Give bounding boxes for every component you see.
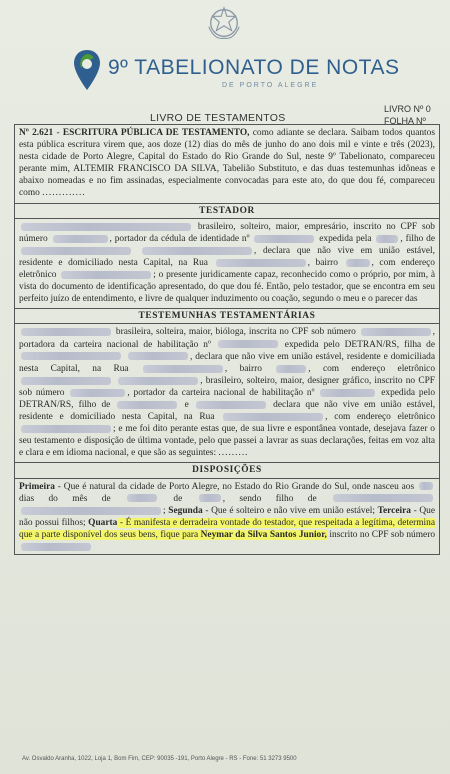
witness-text-3: expedida pelo DETRAN/RS, filha de bbox=[284, 339, 436, 350]
intro-paragraph: Nº 2.621 - ESCRITURA PÚBLICA DE TESTAMENTO, como adiante se declara. Saibam todos quantos esta pública escritura virem que, aos doze (12) dias do mês de junho do ano dois mil e vinte e três (2023), nesta cidade de Porto Alegre, Capital do Estado do Rio Grande do Sul, neste 9º Tabelionato, compareceu perante mim, ALTEMIR FRANCISCO DA SILVA, Tabelião Substituto, e das duas testemunhas idôneas e abaixo nomeadas e no fim assinadas, especialmente convocadas para este ato, do que dou fé, compareceu como ............. bbox=[19, 128, 436, 199]
testemunhas-paragraph: brasileira, solteira, maior, bióloga, inscrita no CPF sob número , portadora da carteira nacional de habilitação nº expedida pelo DETRAN/RS, filha de , declara que não vive em união estável, residente e domiciliada nesta Capital, na Rua , bairro , com endereço eletrônico , brasileiro, solteiro, maior, designer gráfico, inscrito no CPF sob número , portador da carteira nacional de habilitação nº expedida pelo DETRAN/RS, filho de e declara que não vive em união estável, residente e domiciliado nesta Capital, na Rua , com endereço eletrônico ; e me foi dito perante estas que, de sua livre e espontânea vontade, desejava fazer o seu testamento e disposição de última vontade, pelo que passei a lavrar as suas declarações, feitas em voz alta e clara e em idioma nacional, e que são as seguintes: ......... bbox=[19, 327, 436, 459]
section-testador: TESTADOR bbox=[15, 203, 439, 219]
clause-text-5: - Que é solteiro e não vive em união estável; bbox=[202, 505, 375, 516]
clause-text-2: dias do mês de bbox=[19, 493, 111, 504]
clause-text-6: - Que não possui filhos; bbox=[19, 505, 435, 528]
clause-primeira: Primeira bbox=[19, 481, 55, 492]
witness-text-1: brasileira, solteira, maior, bióloga, inscrita no CPF sob número bbox=[115, 327, 356, 338]
witness-text-7: , brasileiro, solteiro, maior, designer gráfico, inscrito no CPF sob número bbox=[19, 375, 436, 398]
testador-text-1: brasileiro, solteiro, maior, empresário, inscrito no CPF sob número bbox=[19, 221, 435, 244]
clause-text-3: de bbox=[173, 493, 183, 504]
witness-text-4: , declara que não vive em união estável, residente e domiciliada nesta Capital, na Rua bbox=[19, 351, 435, 374]
deed-number: Nº 2.621 bbox=[19, 128, 54, 138]
testador-text-4: filho de bbox=[405, 233, 436, 244]
witness-text-8: , portador da carteira nacional de habilitação nº bbox=[127, 387, 315, 398]
notary-name: 9º TABELIONATO DE NOTAS bbox=[108, 56, 400, 79]
testador-text-6: , bairro bbox=[307, 257, 338, 268]
heir-name: Neymar da Silva Santos Junior, bbox=[200, 529, 327, 540]
brazil-coat-of-arms-icon bbox=[205, 4, 243, 42]
witness-text-11: declara que não vive em união estável, residente e domiciliado nesta Capital, na Rua bbox=[19, 399, 436, 423]
testador-text-7: , com endereço eletrônico bbox=[19, 257, 435, 281]
clause-text-8: inscrito no CPF sob número bbox=[329, 529, 436, 540]
witness-text-12: , com endereço eletrônico bbox=[325, 412, 436, 423]
section-disposicoes: DISPOSIÇÕES bbox=[15, 462, 439, 478]
intro-text: como adiante se declara. Saibam todos quantos esta pública escritura virem que, aos doze (12) dias do mês de junho do ano dois mil e vinte e três (2023), nesta cidade de Porto Alegre, Capital do Estado do Rio Grande do Sul, neste 9º Tabelionato, compareceu perante mim, ALTEMIR FRANCISCO DA SILVA, Tabelião Substituto, e das duas testemunhas idôneas e abaixo nomeadas e no fim assinadas, especialmente convocadas para este ato, do que dou fé, compareceu como bbox=[19, 128, 436, 199]
map-pin-logo-icon bbox=[72, 48, 102, 92]
witness-text-5: , bairro bbox=[224, 363, 262, 374]
footer-address: Av. Osvaldo Aranha, 1022, Loja 1, Bom Fim, CEP: 90035 -191, Porto Alegre - RS - Fone: 51 3273 9500 bbox=[22, 756, 297, 762]
book-title: LIVRO DE TESTAMENTOS bbox=[150, 112, 286, 124]
testador-text-3: expedida pela bbox=[319, 233, 372, 244]
clause-text-1: - Que é natural da cidade de Porto Alegre, no Estado do Rio Grande do Sul, onde nasceu aos bbox=[54, 481, 415, 492]
testador-text-8: ; o presente juridicamente capaz, reconhecido como o próprio, por mim, à vista do documento de identificação apresentado, do que dou fé. Então, pelo testador, que se encontra em seu perfeito juízo de entendimento, e livre de qualquer induzimento ou coação, segundo o meu e o parecer das bbox=[19, 270, 435, 305]
testador-paragraph: brasileiro, solteiro, maior, empresário, inscrito no CPF sob número , portador da cédula de identidade nº expedida pela , filho de , declara que não vive em união estável, residente e domiciliado nesta Capital, na Rua , bairro , com endereço eletrônico ; o presente juridicamente capaz, reconhecido como o próprio, por mim, à vista do documento de identificação apresentado, do que dou fé. Então, pelo testador, que se encontra em seu perfeito juízo de entendimento, e livre de qualquer induzimento ou coação, segundo o meu e o parecer das bbox=[19, 221, 436, 305]
testador-text-2: , portador da cédula de identidade nº bbox=[109, 233, 250, 244]
witness-text-9: expedida pelo DETRAN/RS, filho de bbox=[19, 387, 436, 410]
clause-terceira: Terceira bbox=[377, 505, 411, 516]
notary-city: DE PORTO ALEGRE bbox=[222, 82, 319, 89]
notary-logo bbox=[72, 48, 412, 94]
testador-text-5: , declara que não vive em união estável, residente e domiciliado nesta Capital, na Rua bbox=[19, 245, 435, 268]
witness-text-6: , com endereço eletrônico bbox=[308, 363, 436, 374]
clause-text-7: - É manifesta e derradeira vontade do testador, que respeitada a legítima, determina que a parte disponível dos seus bens, fique para bbox=[19, 517, 435, 540]
clause-segunda: Segunda bbox=[168, 505, 203, 516]
section-testemunhas: TESTEMUNHAS TESTAMENTÁRIAS bbox=[15, 308, 439, 324]
disposicoes-paragraph: Primeira - Que é natural da cidade de Porto Alegre, no Estado do Rio Grande do Sul, onde nasceu aos dias do mês de de , sendo filho de ; Segunda - Que é solteiro e não vive em união estável; Terceira - Que não possui filhos; Quarta - É manifesta e derradeira vontade do testador, que respeitada a legítima, determina que a parte disponível dos seus bens, fique para Neymar da Silva Santos Junior, inscrito no CPF sob número bbox=[15, 481, 439, 555]
book-number: LIVRO Nº 0 bbox=[384, 104, 431, 114]
page-number: FOLHA Nº bbox=[384, 116, 426, 126]
deed-heading: ESCRITURA PÚBLICA DE TESTAMENTO, bbox=[62, 128, 250, 138]
clause-text-4: , sendo filho de bbox=[222, 493, 317, 504]
witness-text-10: e bbox=[184, 399, 189, 410]
witness-text-13: ; e me foi dito perante estas que, de sua livre e espontânea vontade, desejava fazer o seu testamento e disposição de última vontade, pelo que passei a lavrar as suas declarações, feitas em voz alta e clara e em idioma nacional, e que são as seguintes: bbox=[19, 424, 435, 459]
deed-text bbox=[14, 124, 440, 555]
clause-quarta: Quarta bbox=[88, 517, 118, 528]
witness-text-2: , portadora da carteira nacional de habilitação nº bbox=[19, 327, 435, 350]
